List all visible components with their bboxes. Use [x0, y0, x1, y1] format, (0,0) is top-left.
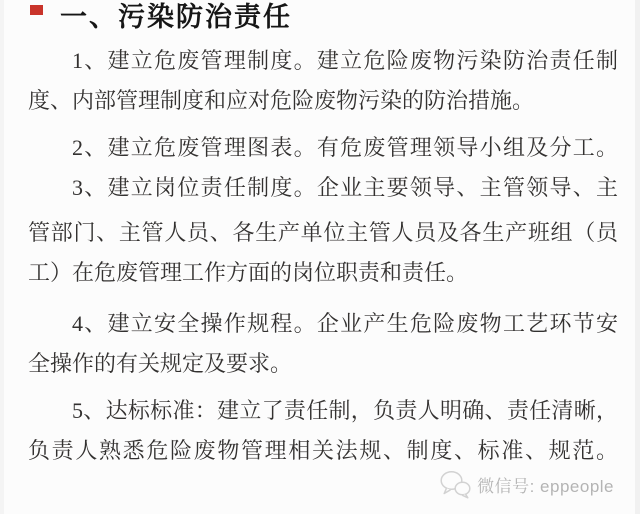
page-edge-shade-right	[635, 0, 640, 514]
paragraph-5-line-1: 5、达标标准：建立了责任制，负责人明确、责任清晰，	[72, 398, 618, 423]
paragraph-2-line-1: 2、建立危废管理图表。有危废管理领导小组及分工。	[72, 135, 618, 160]
paragraph-3-line-1: 3、建立岗位责任制度。企业主要领导、主管领导、主	[72, 175, 618, 200]
paragraph-4-line-2: 全操作的有关规定及要求。	[28, 351, 293, 376]
section-heading: 一、污染防治责任	[60, 2, 292, 32]
paragraph-5-line-2: 负责人熟悉危险废物管理相关法规、制度、标准、规范。	[28, 438, 618, 463]
paragraph-1-line-2: 度、内部管理制度和应对危险废物污染的防治措施。	[28, 88, 535, 113]
paragraph-1-line-1: 1、建立危废管理制度。建立危险废物污染防治责任制	[72, 48, 618, 73]
page-edge-shade-left	[0, 0, 4, 514]
paragraph-3-line-3: 工）在危废管理工作方面的岗位职责和责任。	[28, 260, 469, 285]
wechat-icon	[439, 470, 471, 499]
paragraph-4-line-1: 4、建立安全操作规程。企业产生危险废物工艺环节安	[72, 311, 618, 336]
wechat-id-label: 微信号: eppeople	[477, 477, 614, 496]
paragraph-3-line-2: 管部门、主管人员、各生产单位主管人员及各生产班组（员	[28, 220, 618, 245]
red-square-marker	[30, 5, 43, 15]
wechat-watermark	[439, 470, 614, 499]
